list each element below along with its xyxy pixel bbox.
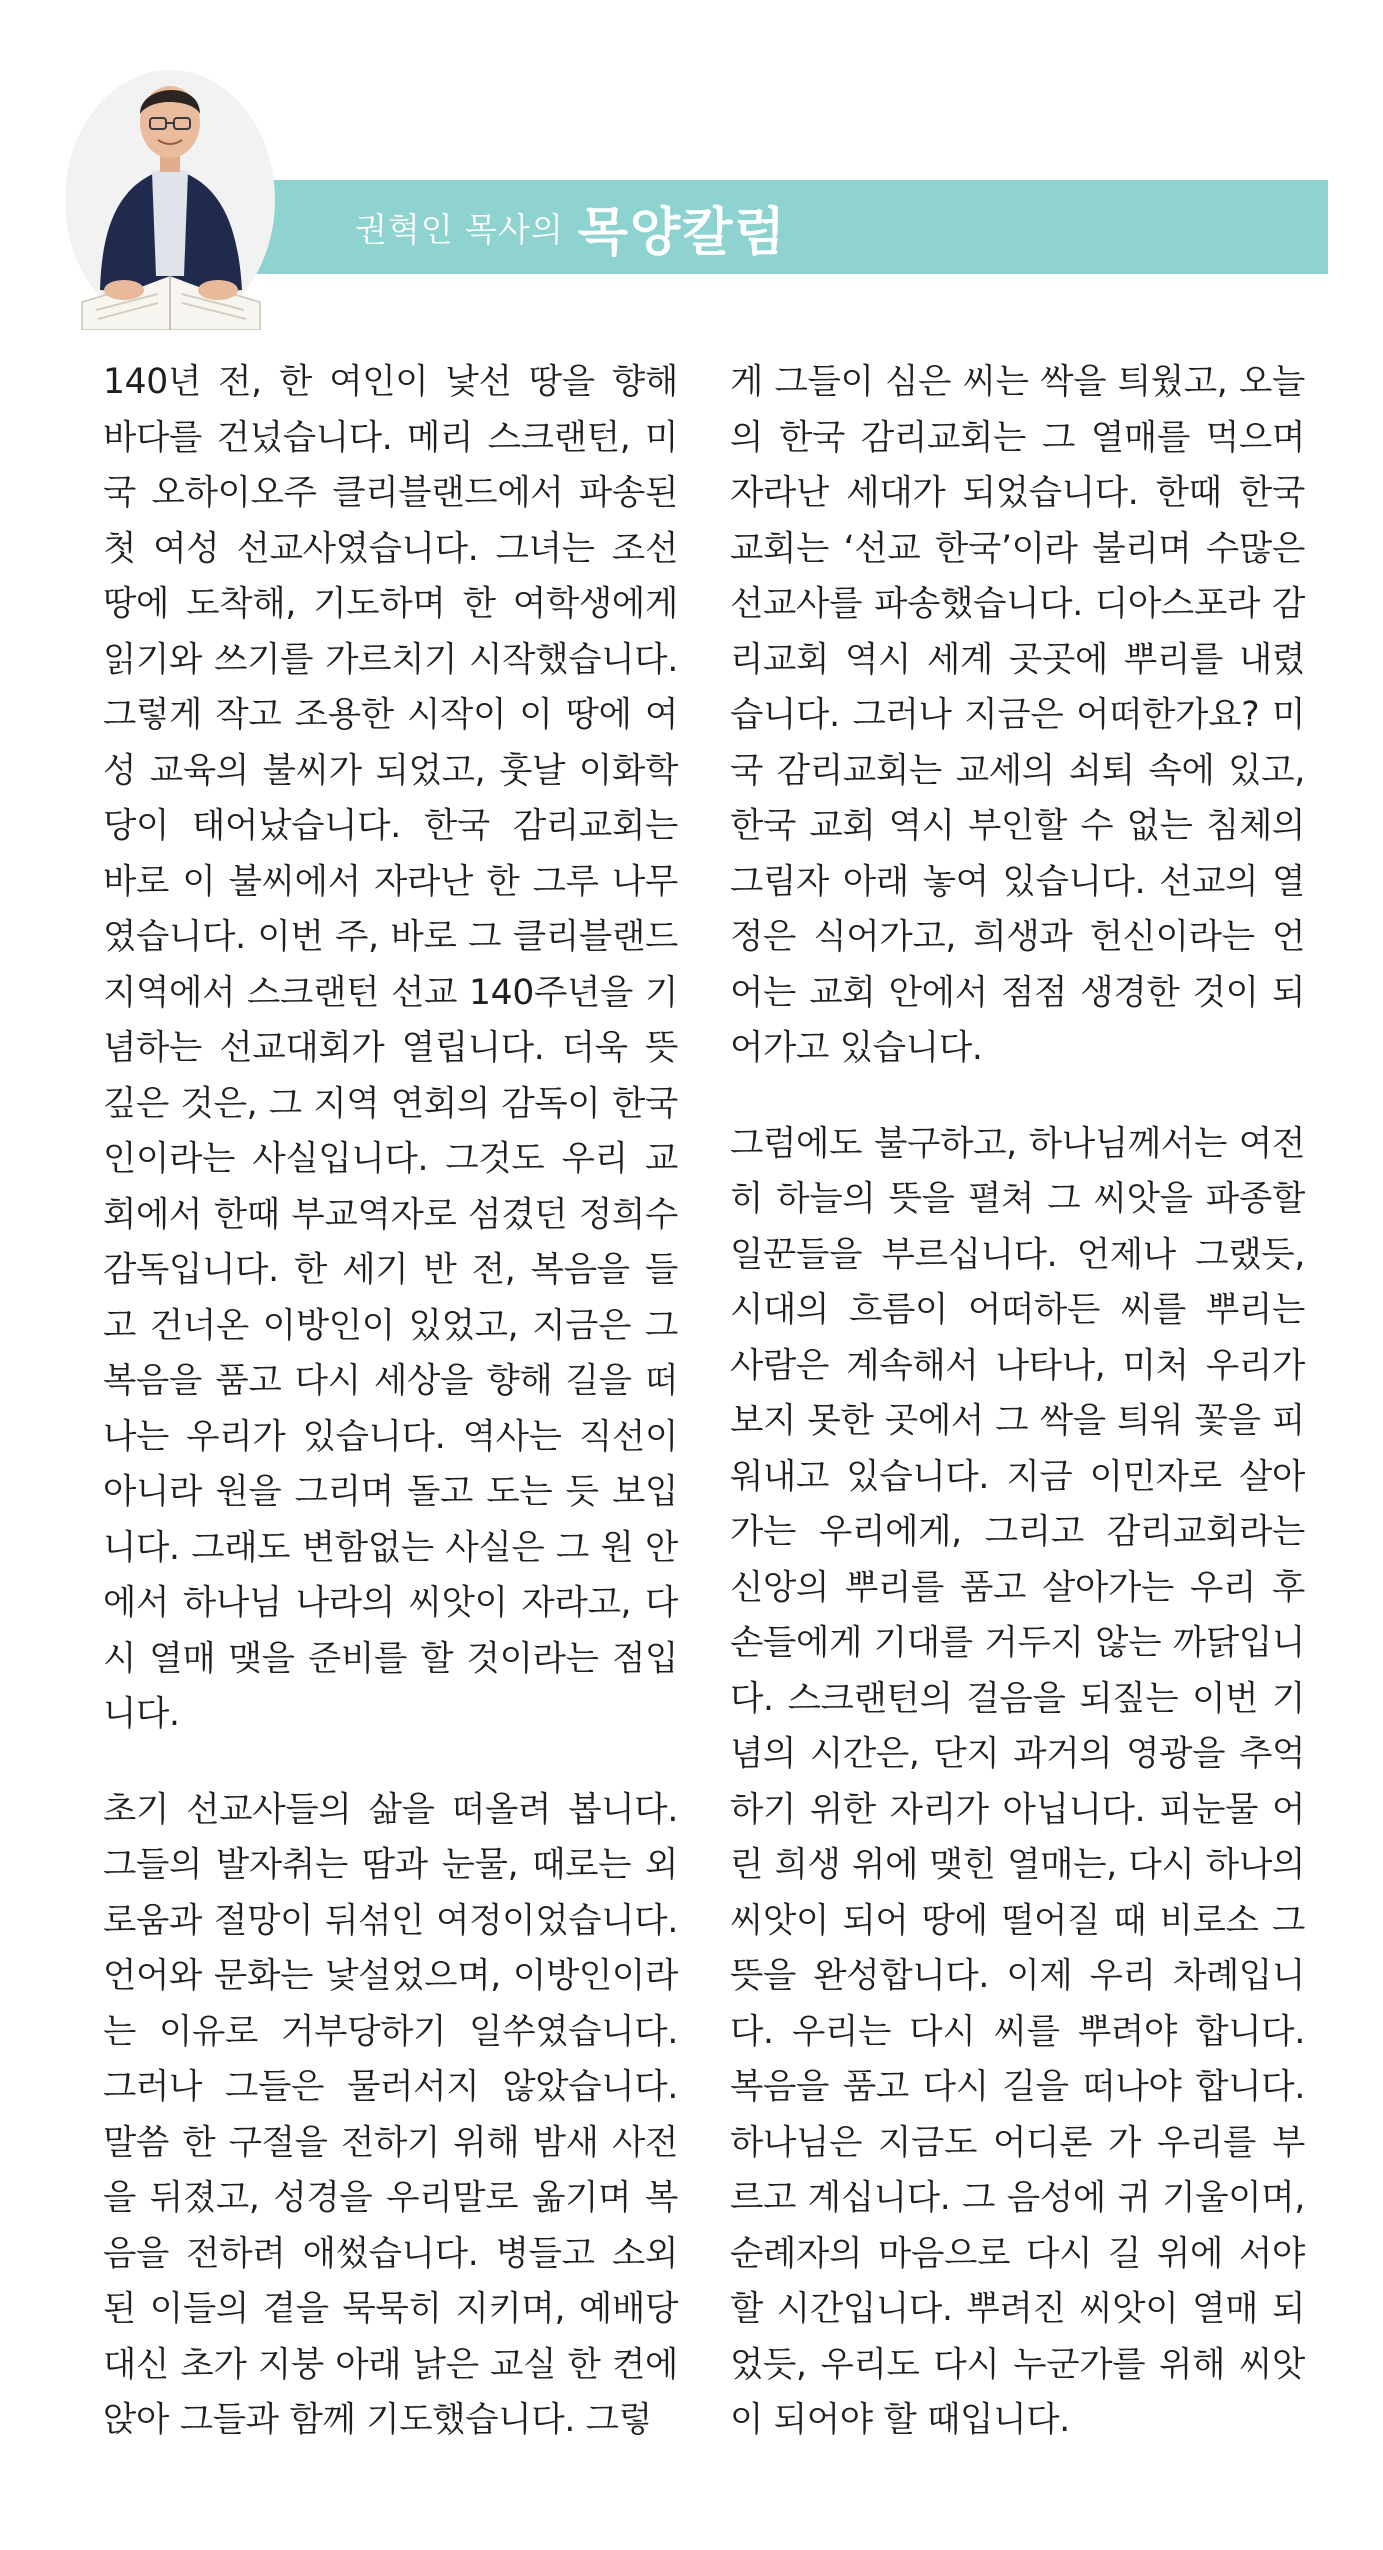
author-subtitle: 권혁인 목사의 [355, 209, 564, 249]
column-title-text: 목양칼럼 [577, 202, 787, 263]
column-header [0, 0, 1383, 330]
author-portrait [62, 40, 277, 330]
title-banner [245, 180, 1328, 274]
column-right [730, 355, 1305, 2489]
column-title [355, 180, 787, 274]
paragraph-2-part-2: 게 그들이 심은 씨는 싹을 틔웠고, 오늘의 한국 감리교회는 그 열매를 먹으며 자라난 세대가 되었습니다. 한때 한국 교회는 ‘선교 한국’이라 불리며 수많은 선교사를 파송했습니다. 디아스포라 감리교회 역시 세계 곳곳에 뿌리를 내렸습니다. 그러나 지금은 어떠한가요? 미국 감리교회는 교세의 쇠퇴 속에 있고, 한국 교회 역시 부인할 수 없는 침체의 그림자 아래 놓여 있습니다. 선교의 열정은 식어가고, 희생과 헌신이라는 언어는 교회 안에서 점점 생경한 것이 되어가고 있습니다. [730, 362, 1305, 1068]
paragraph-2-part-1: 초기 선교사들의 삶을 떠올려 봅니다. 그들의 발자취는 땀과 눈물, 때로는 외로움과 절망이 뒤섞인 여정이었습니다. 언어와 문화는 낯설었으며, 이방인이라는 이유로 거부당하기 일쑤였습니다. 그러나 그들은 물러서지 않았습니다. 말씀 한 구절을 전하기 위해 밤새 사전을 뒤졌고, 성경을 우리말로 옮기며 복음을 전하려 애썼습니다. 병들고 소외된 이들의 곁을 묵묵히 지키며, 예배당 대신 초가 지붕 아래 낡은 교실 한 켠에 앉아 그들과 함께 기도했습니다. 그렇 [103, 1789, 678, 2440]
paragraph-3: 그럼에도 불구하고, 하나님께서는 여전히 하늘의 뜻을 펼쳐 그 씨앗을 파종할 일꾼들을 부르십니다. 언제나 그랬듯, 시대의 흐름이 어떠하든 씨를 뿌리는 사람은 계속해서 나타나, 미처 우리가 보지 못한 곳에서 그 싹을 틔워 꽃을 피워내고 있습니다. 지금 이민자로 살아가는 우리에게, 그리고 감리교회라는 신앙의 뿌리를 품고 살아가는 우리 후손들에게 기대를 거두지 않는 까닭입니다. 스크랜턴의 걸음을 되짚는 이번 기념의 시간은, 단지 과거의 영광을 추억하기 위한 자리가 아닙니다. 피눈물 어린 희생 위에 맺힌 열매는, 다시 하나의 씨앗이 되어 땅에 떨어질 때 비로소 그 뜻을 완성합니다. 이제 우리 차례입니다. 우리는 다시 씨를 뿌려야 합니다. 복음을 품고 다시 길을 떠나야 합니다. 하나님은 지금도 어디론 가 우리를 부르고 계십니다. 그 음성에 귀 기울이며, 순례자의 마음으로 다시 길 위에 서야 할 시간입니다. 뿌려진 씨앗이 열매 되었듯, 우리도 다시 누군가를 위해 씨앗이 되어야 할 때입니다. [730, 1123, 1305, 2440]
column-left [103, 355, 678, 2489]
paragraph-1: 140년 전, 한 여인이 낯선 땅을 향해 바다를 건넜습니다. 메리 스크랜턴, 미국 오하이오주 클리블랜드에서 파송된 첫 여성 선교사였습니다. 그녀는 조선 땅에 도착해, 기도하며 한 여학생에게 읽기와 쓰기를 가르치기 시작했습니다. 그렇게 작고 조용한 시작이 이 땅에 여성 교육의 불씨가 되었고, 훗날 이화학당이 태어났습니다. 한국 감리교회는 바로 이 불씨에서 자라난 한 그루 나무였습니다. 이번 주, 바로 그 클리블랜드 지역에서 스크랜턴 선교 140주년을 기념하는 선교대회가 열립니다. 더욱 뜻깊은 것은, 그 지역 연회의 감독이 한국인이라는 사실입니다. 그것도 우리 교회에서 한때 부교역자로 섬겼던 정희수 감독입니다. 한 세기 반 전, 복음을 들고 건너온 이방인이 있었고, 지금은 그 복음을 품고 다시 세상을 향해 길을 떠나는 우리가 있습니다. 역사는 직선이 아니라 원을 그리며 돌고 도는 듯 보입니다. 그래도 변함없는 사실은 그 원 안에서 하나님 나라의 씨앗이 자라고, 다시 열매 맺을 준비를 할 것이라는 점입니다. [103, 362, 678, 1734]
